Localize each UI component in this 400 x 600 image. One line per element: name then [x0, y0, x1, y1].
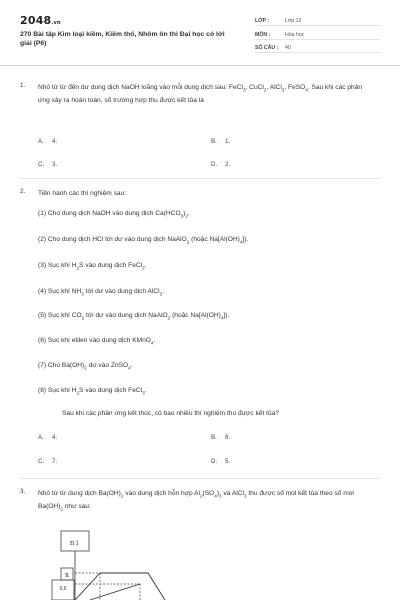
meta-class-value: Lớp 12 [285, 18, 302, 24]
question-divider [20, 478, 380, 479]
option-b[interactable]: B. 6. [211, 434, 231, 441]
option-d[interactable]: D. 2. [211, 161, 231, 168]
option-b[interactable]: B. 1. [211, 138, 231, 145]
option-a[interactable]: A. 4. [38, 138, 58, 145]
question-divider [20, 178, 380, 179]
x-marker-label: x [65, 571, 69, 579]
question-text: Nhỏ từ từ đến dư dung dịch NaOH loãng vào mỗi dung dịch sau: FeCl$_3$, CuCl$_2$, AlCl$_3$, FeSO$_4$. Sau khi các phản ứng xảy ra hoàn toàn, số trường hợp thu được kết tủa là [38, 84, 363, 105]
meta-subject-label: MÔN : [255, 32, 271, 38]
site-logo[interactable]: 2048.vn [20, 14, 61, 27]
question-prompt: Sau khi các phản ứng kết thúc, có bao nhiêu thí nghiệm thu được kết tủa? [62, 410, 279, 417]
question-number: 2. [20, 188, 26, 195]
question-text: Nhỏ từ từ dung dịch $Ba(OH)_2$ vào dung dịch hỗn hợp $Al_2(SO_4)_3$ và AlCl$_3$ thu được số mol kết tủa theo số mol $Ba(OH)_2$ như sau: [38, 490, 354, 512]
meta-subject-value: Hóa học [285, 32, 305, 38]
experiment-item: (4) Sục khí $NH_3$ tới dư vào dung dịch AlCl$_3$. [38, 288, 165, 297]
question-2 [20, 188, 380, 478]
question-number: 1. [20, 82, 26, 89]
document-header [0, 0, 400, 66]
question-3 [20, 488, 380, 600]
y-axis-label: n↓ [69, 539, 81, 547]
document-title: 270 Bài tập Kim loại kiềm, Kiềm thổ, Nhôm ôn thi Đại học có lời giải (P6) [20, 31, 225, 47]
experiment-item: (1) Cho dung dịch NaOH vào dung dịch $Ca(HCO_3)_2$. [38, 210, 190, 219]
meta-count-row [255, 44, 380, 53]
meta-count-label: SỐ CÂU : [255, 45, 279, 51]
meta-class-row [255, 17, 380, 26]
meta-subject-row [255, 31, 380, 40]
value-marker-label: 0,6 [59, 586, 67, 592]
question-text: Tiến hành các thí nghiệm sau: [38, 190, 127, 197]
option-a[interactable]: A. 4. [38, 434, 58, 441]
experiment-item: (6) Sục khí etilen vào dung dịch KMnO$_4$. [38, 337, 156, 346]
experiment-item: (7) Cho $Ba(OH)_2$ dư vào ZnSO$_4$. [38, 362, 133, 371]
question-1 [20, 82, 380, 182]
option-c[interactable]: C. 3. [38, 161, 58, 168]
meta-count-value: 40 [285, 45, 291, 51]
option-d[interactable]: D. 5. [211, 458, 231, 465]
option-c[interactable]: C. 7. [38, 458, 58, 465]
experiment-item: (3) Sục khí $H_2S$ vào dung dịch FeCl$_2$. [38, 262, 147, 271]
question-number: 3. [20, 488, 26, 495]
experiment-item: (2) Cho dung dịch HCl tới dư vào dung dịch NaAlO$_2$ (hoặc $Na[Al(OH)_4]$). [38, 236, 249, 245]
meta-class-label: LỚP : [255, 18, 270, 24]
experiment-item: (5) Sục khí $CO_2$ tới dư vào dung dịch NaAlO$_2$ (hoặc $Na[Al(OH)_4]$). [38, 312, 230, 321]
experiment-item: (8) Sục khí $H_2S$ vào dung dịch FeCl$_3$. [38, 387, 147, 396]
